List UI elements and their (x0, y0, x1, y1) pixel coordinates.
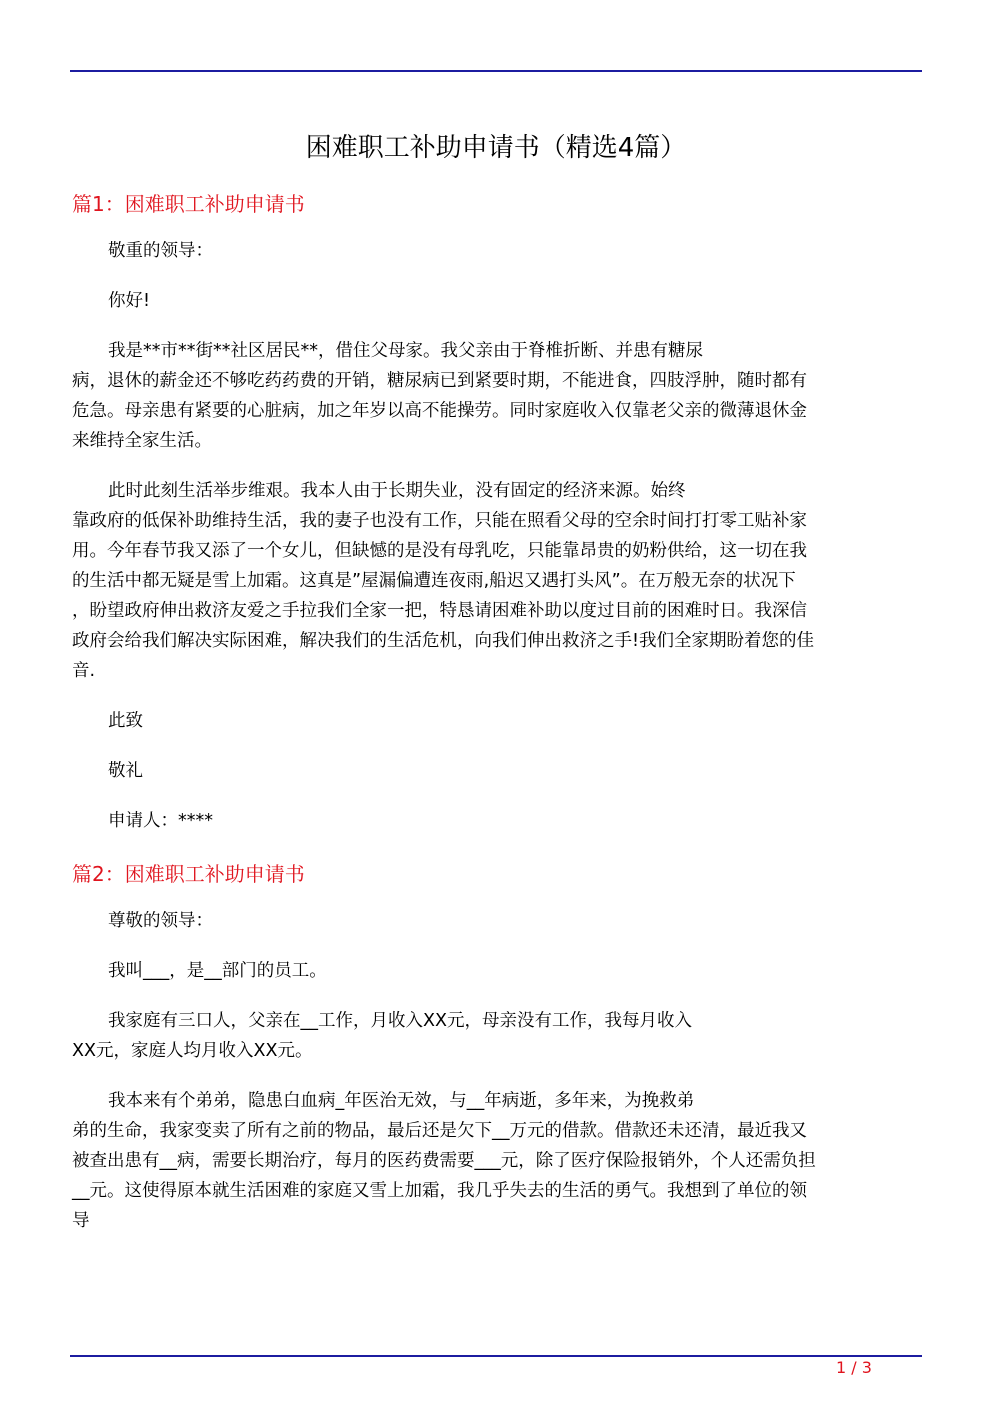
paragraph (72, 236, 922, 266)
text-line: 敬礼 (108, 761, 143, 781)
page-number: 1 / 3 (836, 1358, 872, 1377)
paragraph (72, 476, 922, 686)
section-heading: 篇1：困难职工补助申请书 (72, 192, 305, 216)
text-line: 尊敬的领导： (108, 911, 213, 931)
paragraph (72, 706, 922, 736)
text-line: 的生活中都无疑是雪上加霜。这真是”屋漏偏遭连夜雨,船迟又遇打头风”。在万般无奈的状况下 (72, 571, 796, 591)
text-line: 用。今年春节我又添了一个女儿，但缺憾的是没有母乳吃，只能靠昂贵的奶粉供给，这一切在我 (72, 541, 807, 561)
text-line: XX元，家庭人均月收入XX元。 (72, 1041, 313, 1061)
text-line: 敬重的领导： (108, 241, 213, 261)
text-line: 政府会给我们解决实际困难，解决我们的生活危机，向我们伸出救济之手!我们全家期盼着您的佳 (72, 631, 815, 651)
text-line: 此致 (108, 711, 143, 731)
text-line: 我叫___，是__部门的员工。 (108, 961, 327, 981)
text-line: 音. (72, 661, 96, 681)
text-line: 被查出患有__病，需要长期治疗，每月的医药费需要___元，除了医疗保险报销外，个人还需负担 (72, 1151, 816, 1171)
paragraph (72, 336, 922, 456)
text-line: 此时此刻生活举步维艰。我本人由于长期失业，没有固定的经济来源。始终 (108, 481, 686, 501)
text-line: 我是**市**街**社区居民**，借住父母家。我父亲由于脊椎折断、并患有糖尿 (108, 341, 703, 361)
text-line: __元。这使得原本就生活困难的家庭又雪上加霜，我几乎失去的生活的勇气。我想到了单位的领 (72, 1181, 807, 1201)
paragraph (72, 286, 922, 316)
text-line: 靠政府的低保补助维持生活，我的妻子也没有工作，只能在照看父母的空余时间打打零工贴补家 (72, 511, 807, 531)
text-line: 来维持全家生活。 (72, 431, 212, 451)
text-line: 导 (72, 1211, 90, 1231)
text-line: 你好! (108, 291, 151, 311)
section-heading: 篇2：困难职工补助申请书 (72, 862, 305, 886)
text-line: ，盼望政府伸出救济友爱之手拉我们全家一把，特恳请困难补助以度过目前的困难时日。我深信 (72, 601, 807, 621)
header-rule (70, 70, 922, 72)
text-line: 我家庭有三口人，父亲在__工作，月收入XX元，母亲没有工作，我每月收入 (108, 1011, 692, 1031)
paragraph (72, 1006, 922, 1066)
document-title: 困难职工补助申请书（精选4篇） (305, 133, 687, 163)
text-line: 弟的生命，我家变卖了所有之前的物品，最后还是欠下__万元的借款。借款还未还清，最近我又 (72, 1121, 807, 1141)
text-line: 危急。母亲患有紧要的心脏病，加之年岁以高不能操劳。同时家庭收入仅靠老父亲的微薄退休金 (72, 401, 807, 421)
paragraph (72, 906, 922, 936)
text-line: 我本来有个弟弟，隐患白血病_年医治无效，与__年病逝，多年来，为挽救弟 (108, 1091, 695, 1111)
paragraph (72, 956, 922, 986)
footer-rule (70, 1355, 922, 1357)
paragraph (72, 756, 922, 786)
text-line: 申请人：**** (108, 811, 213, 831)
paragraph (72, 806, 922, 836)
document-body (72, 186, 922, 1256)
text-line: 病，退休的薪金还不够吃药药费的开销，糖尿病已到紧要时期，不能进食，四肢浮肿，随时都有 (72, 371, 807, 391)
paragraph (72, 1086, 922, 1236)
